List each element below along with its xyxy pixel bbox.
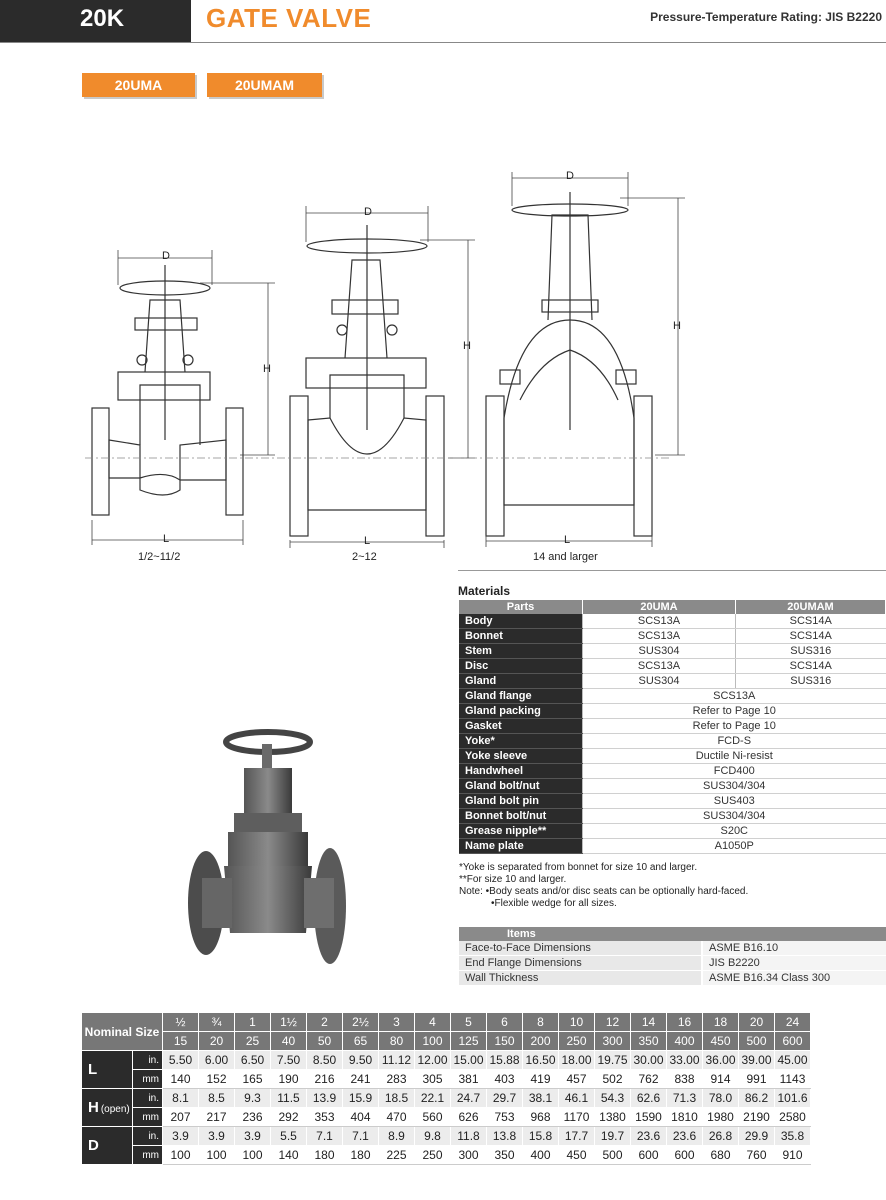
dim-value-mm: 470 [379, 1108, 415, 1127]
dim-value-in: 62.6 [631, 1089, 667, 1108]
unit-mm: mm [133, 1070, 163, 1089]
size-mm: 400 [667, 1032, 703, 1051]
dim-value-in: 86.2 [739, 1089, 775, 1108]
dim-value-mm: 140 [271, 1146, 307, 1165]
material-value: Refer to Page 10 [583, 719, 886, 734]
dim-value-in: 8.9 [379, 1127, 415, 1146]
note-yoke: *Yoke is separated from bonnet for size 10 and larger. [459, 862, 698, 873]
dim-l-label-3: L [564, 534, 571, 546]
material-value: A1050P [583, 839, 886, 854]
material-part: Handwheel [459, 764, 583, 779]
dim-value-in: 9.3 [235, 1089, 271, 1108]
material-value-20uma: SCS13A [583, 614, 736, 629]
standard-value: ASME B16.34 Class 300 [702, 971, 886, 986]
size-inch: 10 [559, 1013, 595, 1032]
material-part: Bonnet bolt/nut [459, 809, 583, 824]
dim-value-mm: 838 [667, 1070, 703, 1089]
dim-value-mm: 404 [343, 1108, 379, 1127]
dim-value-mm: 1143 [775, 1070, 811, 1089]
col-20uma: 20UMA [583, 600, 736, 614]
model-badge-20uma: 20UMA [82, 73, 195, 97]
size-mm: 80 [379, 1032, 415, 1051]
material-part: Gasket [459, 719, 583, 734]
dim-value-in: 18.5 [379, 1089, 415, 1108]
unit-mm: mm [133, 1108, 163, 1127]
size-inch: 8 [523, 1013, 559, 1032]
dim-value-in: 16.50 [523, 1051, 559, 1070]
dim-row-h-in [82, 1089, 811, 1108]
unit-in: in. [133, 1127, 163, 1146]
material-value-20umam: SCS14A [736, 614, 886, 629]
dim-value-mm: 225 [379, 1146, 415, 1165]
dim-value-mm: 910 [775, 1146, 811, 1165]
medium-valve-drawing [290, 225, 444, 536]
material-row [459, 794, 886, 809]
dim-value-mm: 236 [235, 1108, 271, 1127]
valve-photo [180, 728, 360, 978]
dim-value-in: 38.1 [523, 1089, 559, 1108]
size-inch: 2 [307, 1013, 343, 1032]
dim-value-mm: 217 [199, 1108, 235, 1127]
dim-row-h-mm [82, 1108, 811, 1127]
dim-label-sub: (open) [100, 1104, 130, 1115]
dim-value-mm: 283 [379, 1070, 415, 1089]
dim-value-in: 15.8 [523, 1127, 559, 1146]
dim-value-mm: 250 [415, 1146, 451, 1165]
dim-value-mm: 753 [487, 1108, 523, 1127]
dim-label-letter: D [88, 1137, 99, 1154]
dim-value-mm: 300 [451, 1146, 487, 1165]
dim-row-label [82, 1127, 133, 1165]
standard-value: ASME B16.10 [702, 941, 886, 956]
dim-value-in: 3.9 [235, 1127, 271, 1146]
material-value: S20C [583, 824, 886, 839]
material-value: FCD-S [583, 734, 886, 749]
material-value-20umam: SCS14A [736, 629, 886, 644]
dim-value-in: 6.50 [235, 1051, 271, 1070]
standard-name: Wall Thickness [459, 971, 702, 986]
dim-value-in: 26.8 [703, 1127, 739, 1146]
dim-value-mm: 626 [451, 1108, 487, 1127]
dim-value-mm: 502 [595, 1070, 631, 1089]
dim-value-in: 15.9 [343, 1089, 379, 1108]
dim-value-in: 11.8 [451, 1127, 487, 1146]
unit-in: in. [133, 1051, 163, 1070]
material-row [459, 614, 886, 629]
small-valve-drawing [92, 265, 243, 515]
dim-value-in: 13.8 [487, 1127, 523, 1146]
dim-value-in: 6.00 [199, 1051, 235, 1070]
standard-row [459, 971, 886, 986]
material-value-20umam: SCS14A [736, 659, 886, 674]
dim-value-mm: 1170 [559, 1108, 595, 1127]
dim-value-in: 13.9 [307, 1089, 343, 1108]
caption-large-sizes: 14 and larger [533, 551, 598, 563]
size-inch: 4 [415, 1013, 451, 1032]
size-mm: 100 [415, 1032, 451, 1051]
material-value-20uma: SCS13A [583, 629, 736, 644]
dim-value-mm: 1980 [703, 1108, 739, 1127]
dim-value-in: 9.50 [343, 1051, 379, 1070]
material-part: Gland [459, 674, 583, 689]
dim-row-d-mm [82, 1146, 811, 1165]
material-row [459, 719, 886, 734]
size-inch-row [82, 1013, 811, 1032]
size-mm: 65 [343, 1032, 379, 1051]
dim-value-mm: 600 [667, 1146, 703, 1165]
material-value: Ductile Ni-resist [583, 749, 886, 764]
material-value-20uma: SCS13A [583, 659, 736, 674]
dim-row-label [82, 1051, 133, 1089]
dim-l-label-2: L [364, 535, 371, 547]
dim-value-mm: 2580 [775, 1108, 811, 1127]
size-mm: 15 [163, 1032, 199, 1051]
dim-value-mm: 1590 [631, 1108, 667, 1127]
dim-value-mm: 180 [307, 1146, 343, 1165]
dim-value-in: 8.50 [307, 1051, 343, 1070]
size-inch: 6 [487, 1013, 523, 1032]
material-part: Yoke* [459, 734, 583, 749]
dim-value-mm: 216 [307, 1070, 343, 1089]
dim-value-in: 7.1 [343, 1127, 379, 1146]
dim-value-mm: 100 [199, 1146, 235, 1165]
dim-value-mm: 241 [343, 1070, 379, 1089]
dim-value-mm: 353 [307, 1108, 343, 1127]
dim-value-in: 54.3 [595, 1089, 631, 1108]
material-part: Stem [459, 644, 583, 659]
dim-value-in: 46.1 [559, 1089, 595, 1108]
col-parts: Parts [459, 600, 583, 614]
size-mm-row [82, 1032, 811, 1051]
material-value: SUS304/304 [583, 779, 886, 794]
material-part: Bonnet [459, 629, 583, 644]
dim-row-d-in [82, 1127, 811, 1146]
material-part: Gland bolt/nut [459, 779, 583, 794]
size-inch: 2½ [343, 1013, 379, 1032]
standard-row [459, 956, 886, 971]
material-row [459, 674, 886, 689]
dim-value-in: 19.7 [595, 1127, 631, 1146]
dim-value-in: 11.5 [271, 1089, 307, 1108]
dim-value-mm: 2190 [739, 1108, 775, 1127]
size-inch: 3 [379, 1013, 415, 1032]
dim-value-in: 39.00 [739, 1051, 775, 1070]
unit-in: in. [133, 1089, 163, 1108]
dim-value-in: 22.1 [415, 1089, 451, 1108]
dim-value-mm: 152 [199, 1070, 235, 1089]
dim-value-mm: 381 [451, 1070, 487, 1089]
material-value: SCS13A [583, 689, 886, 704]
size-inch: 20 [739, 1013, 775, 1032]
dim-row-l-in [82, 1051, 811, 1070]
unit-mm: mm [133, 1146, 163, 1165]
size-mm: 50 [307, 1032, 343, 1051]
size-mm: 300 [595, 1032, 631, 1051]
dim-value-in: 23.6 [667, 1127, 703, 1146]
standards-table [459, 927, 886, 986]
dim-value-mm: 140 [163, 1070, 199, 1089]
material-value: SUS304/304 [583, 809, 886, 824]
items-title: Items [459, 927, 886, 941]
material-row [459, 779, 886, 794]
size-mm: 125 [451, 1032, 487, 1051]
material-value: SUS403 [583, 794, 886, 809]
dim-value-in: 45.00 [775, 1051, 811, 1070]
dim-value-in: 7.1 [307, 1127, 343, 1146]
note-grease: **For size 10 and larger. [459, 874, 567, 885]
material-part: Gland bolt pin [459, 794, 583, 809]
page-title: GATE VALVE [206, 3, 372, 33]
material-value-20umam: SUS316 [736, 674, 886, 689]
dim-value-in: 17.7 [559, 1127, 595, 1146]
material-row [459, 704, 886, 719]
dim-value-mm: 1380 [595, 1108, 631, 1127]
size-mm: 500 [739, 1032, 775, 1051]
standard-name: End Flange Dimensions [459, 956, 702, 971]
size-mm: 450 [703, 1032, 739, 1051]
size-inch: 24 [775, 1013, 811, 1032]
size-inch: 5 [451, 1013, 487, 1032]
dim-value-mm: 500 [595, 1146, 631, 1165]
dim-value-mm: 600 [631, 1146, 667, 1165]
pressure-class-label: 20K [0, 0, 191, 42]
dim-value-mm: 450 [559, 1146, 595, 1165]
dim-value-in: 35.8 [775, 1127, 811, 1146]
material-row [459, 734, 886, 749]
material-part: Gland flange [459, 689, 583, 704]
material-part: Disc [459, 659, 583, 674]
dim-value-in: 29.9 [739, 1127, 775, 1146]
dim-value-in: 23.6 [631, 1127, 667, 1146]
dim-value-in: 9.8 [415, 1127, 451, 1146]
caption-medium-sizes: 2~12 [352, 551, 377, 563]
dim-value-mm: 991 [739, 1070, 775, 1089]
standard-row [459, 941, 886, 956]
size-mm: 150 [487, 1032, 523, 1051]
size-mm: 600 [775, 1032, 811, 1051]
size-inch: 1 [235, 1013, 271, 1032]
dim-value-mm: 403 [487, 1070, 523, 1089]
size-mm: 350 [631, 1032, 667, 1051]
dim-d-label-2: D [364, 206, 372, 218]
dim-value-mm: 560 [415, 1108, 451, 1127]
dim-value-mm: 100 [235, 1146, 271, 1165]
size-inch: 14 [631, 1013, 667, 1032]
material-part: Name plate [459, 839, 583, 854]
dim-value-in: 24.7 [451, 1089, 487, 1108]
material-part: Body [459, 614, 583, 629]
dim-label-letter: H [88, 1099, 99, 1116]
nominal-size-label: Nominal Size [82, 1013, 163, 1051]
rating-text: Pressure-Temperature Rating: JIS B2220 [650, 10, 882, 24]
material-row [459, 659, 886, 674]
dim-value-mm: 760 [739, 1146, 775, 1165]
dim-value-in: 7.50 [271, 1051, 307, 1070]
dim-value-mm: 419 [523, 1070, 559, 1089]
material-row [459, 689, 886, 704]
materials-title: Materials [458, 584, 511, 598]
size-inch: 16 [667, 1013, 703, 1032]
dim-value-mm: 165 [235, 1070, 271, 1089]
dim-value-mm: 190 [271, 1070, 307, 1089]
dim-value-in: 8.5 [199, 1089, 235, 1108]
dim-value-in: 19.75 [595, 1051, 631, 1070]
dim-value-in: 5.50 [163, 1051, 199, 1070]
dim-value-in: 3.9 [199, 1127, 235, 1146]
size-inch: ½ [163, 1013, 199, 1032]
dim-value-mm: 914 [703, 1070, 739, 1089]
dim-value-in: 29.7 [487, 1089, 523, 1108]
dim-value-in: 8.1 [163, 1089, 199, 1108]
size-inch: 12 [595, 1013, 631, 1032]
material-value-20umam: SUS316 [736, 644, 886, 659]
material-row [459, 644, 886, 659]
material-notes [459, 862, 748, 910]
dim-value-in: 11.12 [379, 1051, 415, 1070]
size-mm: 40 [271, 1032, 307, 1051]
dim-value-mm: 292 [271, 1108, 307, 1127]
material-value: FCD400 [583, 764, 886, 779]
dim-value-in: 3.9 [163, 1127, 199, 1146]
material-value: Refer to Page 10 [583, 704, 886, 719]
dim-value-in: 71.3 [667, 1089, 703, 1108]
dim-value-mm: 100 [163, 1146, 199, 1165]
dim-value-mm: 207 [163, 1108, 199, 1127]
dim-label-letter: L [88, 1061, 98, 1078]
dim-value-mm: 400 [523, 1146, 559, 1165]
dim-value-mm: 1810 [667, 1108, 703, 1127]
dim-d-label-3: D [566, 170, 574, 182]
standard-value: JIS B2220 [702, 956, 886, 971]
dim-value-mm: 968 [523, 1108, 559, 1127]
model-badge-20umam: 20UMAM [207, 73, 322, 97]
size-mm: 20 [199, 1032, 235, 1051]
dim-value-in: 101.6 [775, 1089, 811, 1108]
material-row [459, 824, 886, 839]
dim-value-in: 36.00 [703, 1051, 739, 1070]
size-mm: 25 [235, 1032, 271, 1051]
valve-drawings [0, 0, 886, 580]
dim-value-in: 5.5 [271, 1127, 307, 1146]
standard-name: Face-to-Face Dimensions [459, 941, 702, 956]
note-wedge: •Flexible wedge for all sizes. [491, 898, 617, 909]
section-divider [458, 570, 886, 571]
size-inch: ¾ [199, 1013, 235, 1032]
material-row [459, 809, 886, 824]
material-part: Yoke sleeve [459, 749, 583, 764]
dim-d-label-1: D [162, 250, 170, 262]
dim-value-in: 15.88 [487, 1051, 523, 1070]
dim-h-label-1: H [263, 363, 271, 375]
material-part: Grease nipple** [459, 824, 583, 839]
material-value-20uma: SUS304 [583, 644, 736, 659]
dim-value-in: 12.00 [415, 1051, 451, 1070]
material-row [459, 749, 886, 764]
dim-row-l-mm [82, 1070, 811, 1089]
material-value-20uma: SUS304 [583, 674, 736, 689]
dim-value-in: 33.00 [667, 1051, 703, 1070]
caption-small-sizes: 1/2~11/2 [138, 551, 181, 563]
size-mm: 250 [559, 1032, 595, 1051]
size-mm: 200 [523, 1032, 559, 1051]
col-20umam: 20UMAM [736, 600, 886, 614]
dim-h-label-3: H [673, 320, 681, 332]
dim-value-mm: 680 [703, 1146, 739, 1165]
material-row [459, 629, 886, 644]
size-inch: 1½ [271, 1013, 307, 1032]
dim-h-label-2: H [463, 340, 471, 352]
note-seats: Note: •Body seats and/or disc seats can be optionally hard-faced. [459, 886, 749, 897]
dim-value-mm: 762 [631, 1070, 667, 1089]
large-valve-drawing [486, 192, 652, 536]
dimensions-table [81, 1012, 811, 1165]
material-part: Gland packing [459, 704, 583, 719]
dim-value-mm: 305 [415, 1070, 451, 1089]
dim-value-mm: 180 [343, 1146, 379, 1165]
dim-value-in: 15.00 [451, 1051, 487, 1070]
dim-value-in: 30.00 [631, 1051, 667, 1070]
dim-value-in: 78.0 [703, 1089, 739, 1108]
material-row [459, 764, 886, 779]
size-inch: 18 [703, 1013, 739, 1032]
dim-value-mm: 350 [487, 1146, 523, 1165]
dim-value-in: 18.00 [559, 1051, 595, 1070]
dim-l-label-1: L [163, 533, 170, 545]
materials-table [459, 600, 886, 854]
material-row [459, 839, 886, 854]
dim-value-mm: 457 [559, 1070, 595, 1089]
dim-row-label [82, 1089, 133, 1127]
